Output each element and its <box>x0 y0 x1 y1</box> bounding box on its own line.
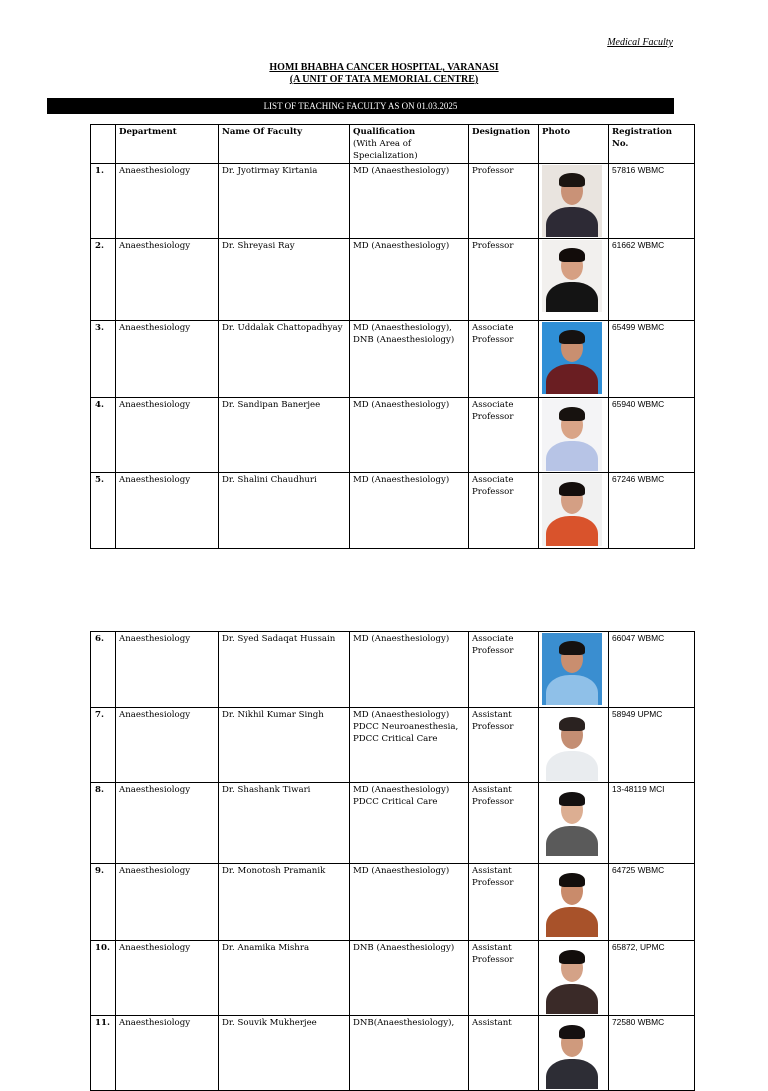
row-designation: Associate Professor <box>469 398 539 473</box>
row-registration-number: 67246 WBMC <box>609 473 695 549</box>
row-photo-cell <box>539 632 609 708</box>
photo-hair <box>559 248 585 262</box>
photo-shirt <box>546 441 598 471</box>
row-photo-cell <box>539 708 609 783</box>
header-name: Name Of Faculty <box>219 125 350 164</box>
row-registration-number: 65872, UPMC <box>609 941 695 1016</box>
row-designation: Assistant Professor <box>469 708 539 783</box>
row-qualification: MD (Anaesthesiology) PDCC Critical Care <box>350 783 469 864</box>
row-photo-cell <box>539 321 609 398</box>
row-faculty-name: Dr. Uddalak Chattopadhyay <box>219 321 350 398</box>
photo-hair <box>559 173 585 187</box>
photo-shirt <box>546 282 598 312</box>
row-qualification: MD (Anaesthesiology) <box>350 398 469 473</box>
table-header-row <box>91 125 695 164</box>
row-department: Anaesthesiology <box>116 1016 219 1091</box>
photo-hair <box>559 330 585 344</box>
faculty-table-page2 <box>90 631 695 1091</box>
row-number: 9. <box>91 864 116 941</box>
faculty-photo <box>542 165 602 237</box>
row-faculty-name: Dr. Sandipan Banerjee <box>219 398 350 473</box>
row-photo-cell <box>539 1016 609 1091</box>
photo-hair <box>559 717 585 731</box>
photo-shirt <box>546 675 598 705</box>
faculty-photo <box>542 1017 602 1089</box>
photo-hair <box>559 407 585 421</box>
faculty-row <box>91 164 695 239</box>
faculty-row <box>91 632 695 708</box>
row-photo-cell <box>539 239 609 321</box>
header-photo: Photo <box>539 125 609 164</box>
row-photo-cell <box>539 398 609 473</box>
row-department: Anaesthesiology <box>116 632 219 708</box>
row-number: 8. <box>91 783 116 864</box>
faculty-photo <box>542 865 602 937</box>
row-number: 3. <box>91 321 116 398</box>
row-designation: Professor <box>469 239 539 321</box>
faculty-table-page1 <box>90 124 695 549</box>
row-photo-cell <box>539 164 609 239</box>
header-designation: Designation <box>469 125 539 164</box>
row-registration-number: 65499 WBMC <box>609 321 695 398</box>
faculty-photo <box>542 399 602 471</box>
photo-shirt <box>546 751 598 781</box>
photo-hair <box>559 873 585 887</box>
row-qualification: MD (Anaesthesiology), DNB (Anaesthesiology) <box>350 321 469 398</box>
row-photo-cell <box>539 473 609 549</box>
row-department: Anaesthesiology <box>116 783 219 864</box>
photo-hair <box>559 1025 585 1039</box>
row-department: Anaesthesiology <box>116 239 219 321</box>
row-photo-cell <box>539 783 609 864</box>
row-department: Anaesthesiology <box>116 941 219 1016</box>
faculty-row <box>91 239 695 321</box>
row-registration-number: 72580 WBMC <box>609 1016 695 1091</box>
row-registration-number: 57816 WBMC <box>609 164 695 239</box>
faculty-row <box>91 783 695 864</box>
row-department: Anaesthesiology <box>116 164 219 239</box>
hospital-subtitle: (A UNIT OF TATA MEMORIAL CENTRE) <box>289 74 479 85</box>
row-number: 1. <box>91 164 116 239</box>
row-designation: Associate Professor <box>469 473 539 549</box>
photo-shirt <box>546 516 598 546</box>
row-department: Anaesthesiology <box>116 708 219 783</box>
row-qualification: MD (Anaesthesiology) PDCC Neuroanesthesia, PDCC Critical Care <box>350 708 469 783</box>
row-designation: Assistant <box>469 1016 539 1091</box>
photo-shirt <box>546 364 598 394</box>
faculty-photo <box>542 240 602 312</box>
row-number: 10. <box>91 941 116 1016</box>
row-faculty-name: Dr. Syed Sadaqat Hussain <box>219 632 350 708</box>
header-registration: Registration No. <box>609 125 695 164</box>
row-qualification: DNB(Anaesthesiology), <box>350 1016 469 1091</box>
faculty-photo <box>542 322 602 394</box>
row-qualification: MD (Anaesthesiology) <box>350 473 469 549</box>
photo-shirt <box>546 907 598 937</box>
hospital-name: HOMI BHABHA CANCER HOSPITAL, VARANASI <box>269 62 499 73</box>
header-number <box>91 125 116 164</box>
row-designation: Assistant Professor <box>469 864 539 941</box>
row-department: Anaesthesiology <box>116 398 219 473</box>
photo-shirt <box>546 984 598 1014</box>
row-faculty-name: Dr. Shashank Tiwari <box>219 783 350 864</box>
row-faculty-name: Dr. Souvik Mukherjee <box>219 1016 350 1091</box>
row-number: 11. <box>91 1016 116 1091</box>
row-registration-number: 66047 WBMC <box>609 632 695 708</box>
faculty-photo <box>542 942 602 1014</box>
row-photo-cell <box>539 941 609 1016</box>
row-qualification: MD (Anaesthesiology) <box>350 164 469 239</box>
row-qualification: MD (Anaesthesiology) <box>350 632 469 708</box>
row-designation: Associate Professor <box>469 321 539 398</box>
header-qualification-sub: (With Area of Specialization) <box>353 139 418 161</box>
row-qualification: MD (Anaesthesiology) <box>350 239 469 321</box>
row-registration-number: 58949 UPMC <box>609 708 695 783</box>
row-faculty-name: Dr. Shreyasi Ray <box>219 239 350 321</box>
faculty-row <box>91 1016 695 1091</box>
row-faculty-name: Dr. Jyotirmay Kirtania <box>219 164 350 239</box>
header-qualification-label: Qualification <box>353 127 416 137</box>
row-designation: Associate Professor <box>469 632 539 708</box>
faculty-photo <box>542 784 602 856</box>
faculty-rows-page2 <box>91 632 695 1091</box>
photo-hair <box>559 950 585 964</box>
row-department: Anaesthesiology <box>116 321 219 398</box>
row-department: Anaesthesiology <box>116 473 219 549</box>
document-category-label: Medical Faculty <box>607 37 673 48</box>
faculty-row <box>91 473 695 549</box>
row-number: 5. <box>91 473 116 549</box>
faculty-row <box>91 321 695 398</box>
list-title-banner: LIST OF TEACHING FACULTY AS ON 01.03.2025 <box>47 98 674 114</box>
row-designation: Assistant Professor <box>469 783 539 864</box>
photo-shirt <box>546 207 598 237</box>
faculty-photo <box>542 633 602 705</box>
faculty-row <box>91 398 695 473</box>
row-qualification: DNB (Anaesthesiology) <box>350 941 469 1016</box>
row-registration-number: 61662 WBMC <box>609 239 695 321</box>
row-faculty-name: Dr. Shalini Chaudhuri <box>219 473 350 549</box>
photo-shirt <box>546 826 598 856</box>
header-qualification <box>350 125 469 164</box>
faculty-row <box>91 864 695 941</box>
faculty-rows-page1 <box>91 164 695 549</box>
row-designation: Assistant Professor <box>469 941 539 1016</box>
row-faculty-name: Dr. Monotosh Pramanik <box>219 864 350 941</box>
row-registration-number: 13-48119 MCI <box>609 783 695 864</box>
faculty-row <box>91 941 695 1016</box>
row-department: Anaesthesiology <box>116 864 219 941</box>
faculty-row <box>91 708 695 783</box>
header-department: Department <box>116 125 219 164</box>
photo-shirt <box>546 1059 598 1089</box>
row-faculty-name: Dr. Nikhil Kumar Singh <box>219 708 350 783</box>
row-qualification: MD (Anaesthesiology) <box>350 864 469 941</box>
faculty-photo <box>542 709 602 781</box>
row-number: 6. <box>91 632 116 708</box>
photo-hair <box>559 482 585 496</box>
row-photo-cell <box>539 864 609 941</box>
faculty-photo <box>542 474 602 546</box>
photo-hair <box>559 792 585 806</box>
row-number: 7. <box>91 708 116 783</box>
row-registration-number: 65940 WBMC <box>609 398 695 473</box>
row-designation: Professor <box>469 164 539 239</box>
row-number: 2. <box>91 239 116 321</box>
row-faculty-name: Dr. Anamika Mishra <box>219 941 350 1016</box>
photo-hair <box>559 641 585 655</box>
row-registration-number: 64725 WBMC <box>609 864 695 941</box>
row-number: 4. <box>91 398 116 473</box>
